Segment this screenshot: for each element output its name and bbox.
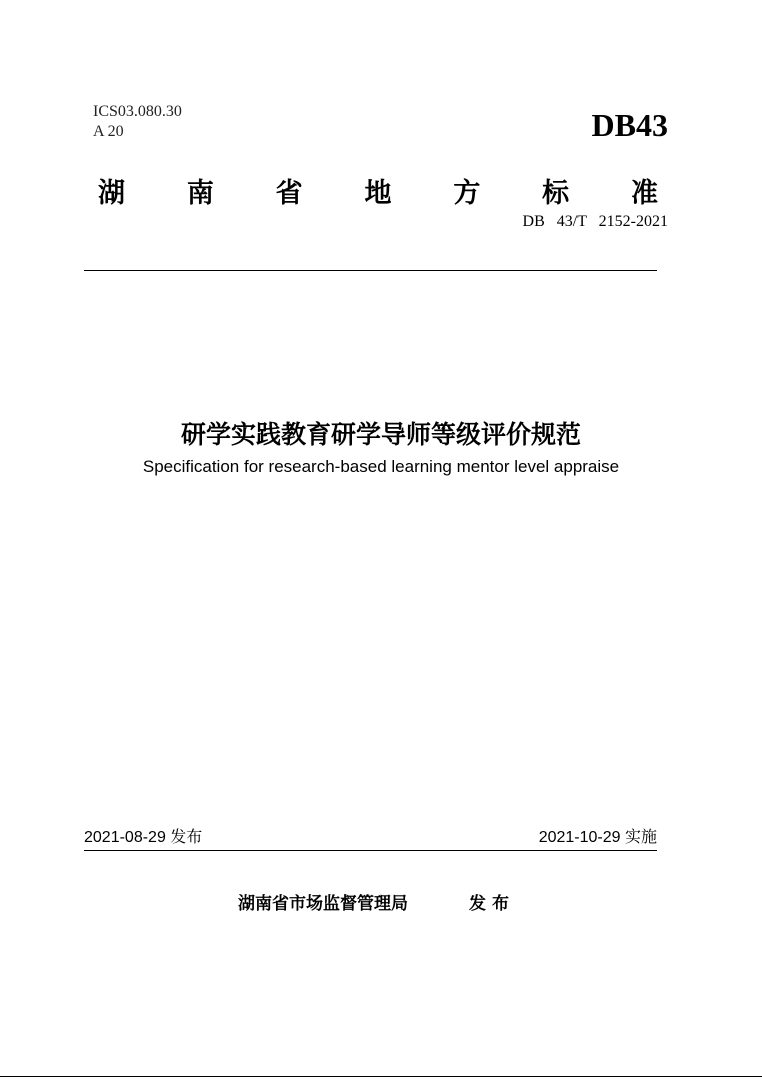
page-edge-line <box>0 1076 762 1077</box>
standard-number: DB 43/T 2152-2021 <box>522 213 668 230</box>
standard-type-char: 南 <box>186 178 214 209</box>
standard-type-char: 地 <box>364 178 392 209</box>
top-divider <box>84 270 657 271</box>
issue-label: 发布 <box>469 894 515 914</box>
standard-type-char: 标 <box>542 178 570 209</box>
implementation-date: 2021-10-29 实施 <box>538 829 657 846</box>
document-title-en: Specification for research-based learning mentor level appraise <box>142 457 620 476</box>
standard-type-char: 方 <box>453 178 481 209</box>
standard-type-char: 准 <box>630 178 658 209</box>
issue-date: 2021-08-29 发布 <box>84 829 203 846</box>
standard-type-heading <box>98 172 658 216</box>
issuing-authority: 湖南省市场监督管理局 <box>238 894 408 914</box>
standard-type-char: 湖 <box>98 178 125 209</box>
ccs-code: A 20 <box>93 123 124 140</box>
document-title-cn: 研学实践教育研学导师等级评价规范 <box>180 420 581 449</box>
standard-type-char: 省 <box>275 178 303 209</box>
bottom-divider <box>84 850 657 851</box>
db-code: DB43 <box>591 107 668 143</box>
ics-code: ICS03.080.30 <box>93 103 182 120</box>
